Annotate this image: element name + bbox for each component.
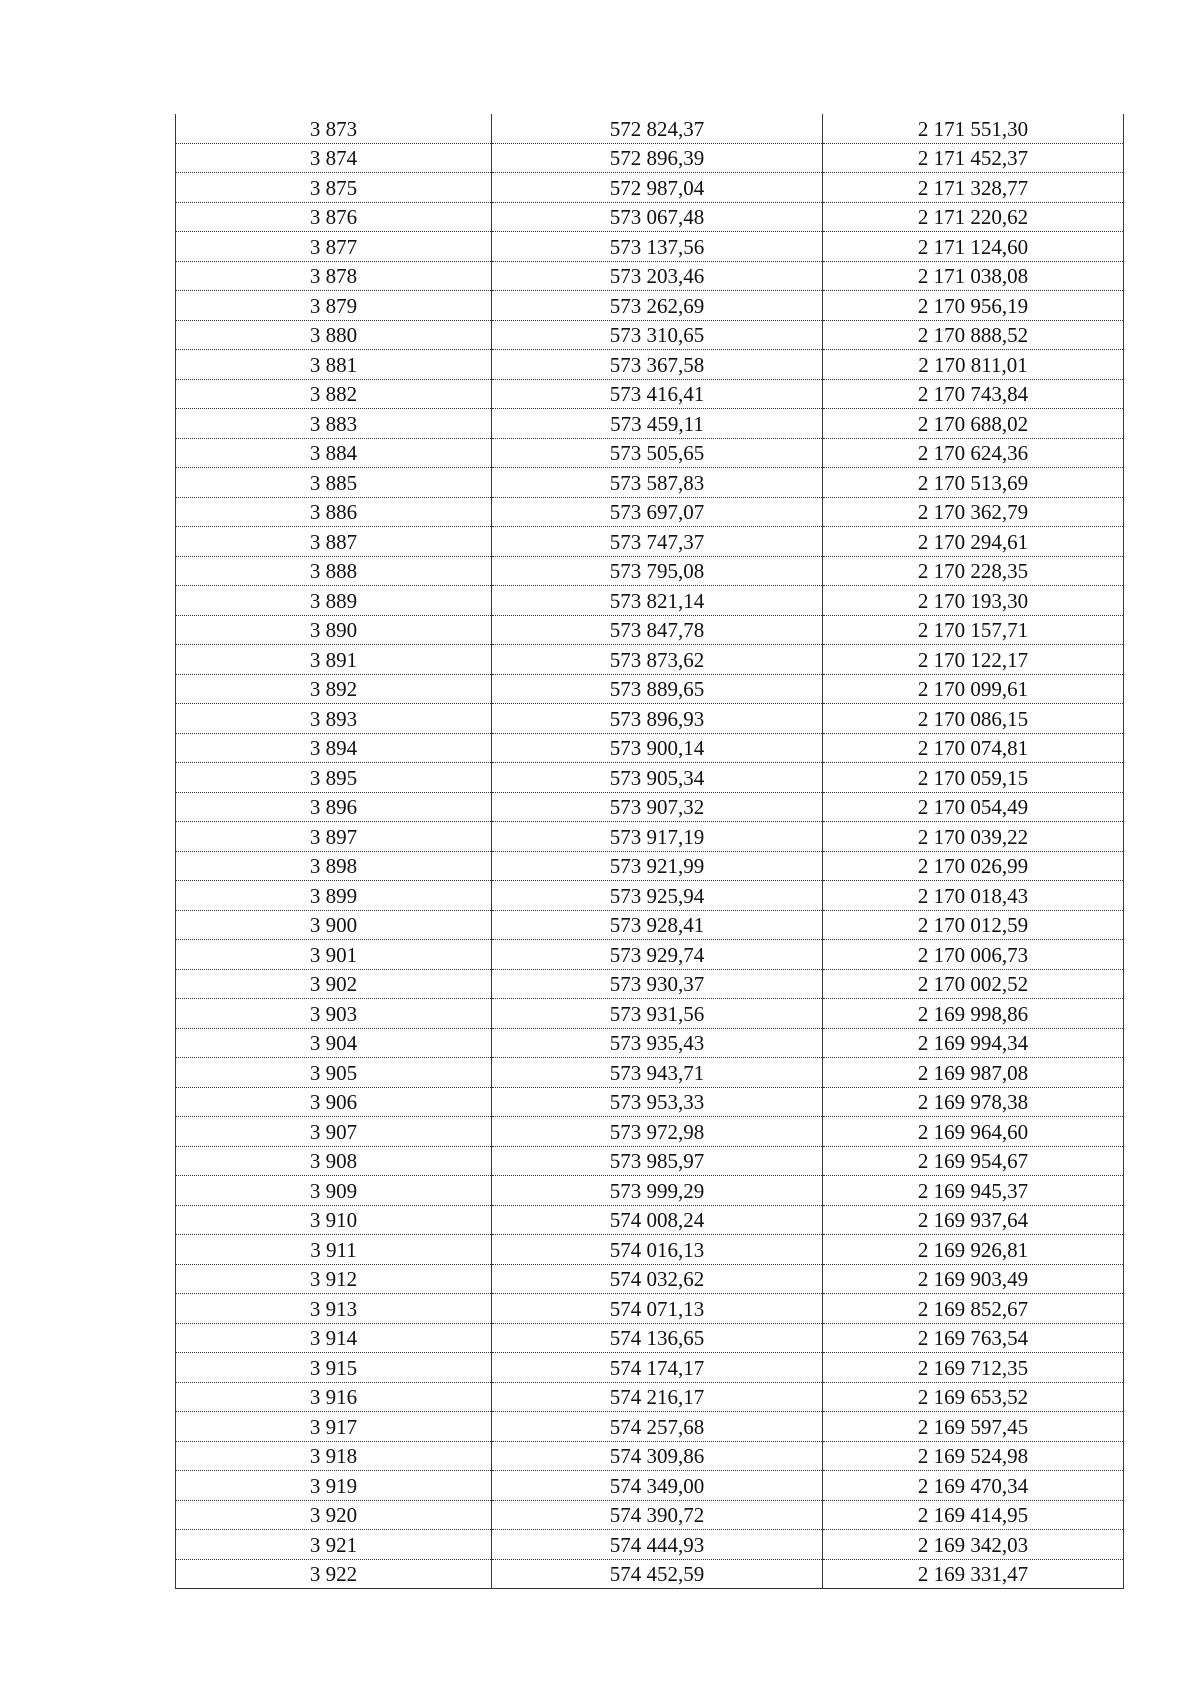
y-coordinate-cell: 2 169 998,86 [823, 999, 1124, 1029]
x-coordinate-cell: 573 925,94 [492, 881, 823, 911]
x-coordinate-cell: 573 972,98 [492, 1117, 823, 1147]
point-number-cell: 3 918 [176, 1441, 492, 1471]
point-number-cell: 3 910 [176, 1205, 492, 1235]
point-number-cell: 3 889 [176, 586, 492, 616]
point-number-cell: 3 904 [176, 1028, 492, 1058]
x-coordinate-cell: 573 137,56 [492, 232, 823, 262]
y-coordinate-cell: 2 170 074,81 [823, 733, 1124, 763]
table-row [176, 1264, 1124, 1294]
x-coordinate-cell: 573 747,37 [492, 527, 823, 557]
table-row [176, 704, 1124, 734]
point-number-cell: 3 898 [176, 851, 492, 881]
x-coordinate-cell: 573 505,65 [492, 438, 823, 468]
table-row [176, 1146, 1124, 1176]
table-row [176, 1441, 1124, 1471]
y-coordinate-cell: 2 170 688,02 [823, 409, 1124, 439]
y-coordinate-cell: 2 169 937,64 [823, 1205, 1124, 1235]
x-coordinate-cell: 574 349,00 [492, 1471, 823, 1501]
x-coordinate-cell: 573 416,41 [492, 379, 823, 409]
x-coordinate-cell: 574 032,62 [492, 1264, 823, 1294]
table-row [176, 1530, 1124, 1560]
table-row [176, 1028, 1124, 1058]
table-row [176, 320, 1124, 350]
y-coordinate-cell: 2 169 978,38 [823, 1087, 1124, 1117]
point-number-cell: 3 883 [176, 409, 492, 439]
point-number-cell: 3 903 [176, 999, 492, 1029]
x-coordinate-cell: 573 896,93 [492, 704, 823, 734]
table-row [176, 114, 1124, 143]
point-number-cell: 3 884 [176, 438, 492, 468]
point-number-cell: 3 914 [176, 1323, 492, 1353]
table-row [176, 497, 1124, 527]
y-coordinate-cell: 2 169 524,98 [823, 1441, 1124, 1471]
table-row [176, 173, 1124, 203]
table-row [176, 645, 1124, 675]
y-coordinate-cell: 2 169 852,67 [823, 1294, 1124, 1324]
y-coordinate-cell: 2 170 026,99 [823, 851, 1124, 881]
table-row [176, 1294, 1124, 1324]
y-coordinate-cell: 2 170 099,61 [823, 674, 1124, 704]
y-coordinate-cell: 2 169 954,67 [823, 1146, 1124, 1176]
y-coordinate-cell: 2 169 712,35 [823, 1353, 1124, 1383]
y-coordinate-cell: 2 170 039,22 [823, 822, 1124, 852]
y-coordinate-cell: 2 170 743,84 [823, 379, 1124, 409]
x-coordinate-cell: 573 985,97 [492, 1146, 823, 1176]
table-row [176, 1382, 1124, 1412]
table-row [176, 1117, 1124, 1147]
x-coordinate-cell: 574 452,59 [492, 1559, 823, 1589]
point-number-cell: 3 879 [176, 291, 492, 321]
point-number-cell: 3 908 [176, 1146, 492, 1176]
x-coordinate-cell: 574 390,72 [492, 1500, 823, 1530]
table-row [176, 409, 1124, 439]
y-coordinate-cell: 2 170 002,52 [823, 969, 1124, 999]
table-row [176, 615, 1124, 645]
table-row [176, 1353, 1124, 1383]
table-row [176, 202, 1124, 232]
y-coordinate-cell: 2 169 470,34 [823, 1471, 1124, 1501]
point-number-cell: 3 897 [176, 822, 492, 852]
point-number-cell: 3 912 [176, 1264, 492, 1294]
table-row [176, 1500, 1124, 1530]
table-row [176, 1559, 1124, 1589]
coordinates-table-body [176, 114, 1124, 1589]
point-number-cell: 3 894 [176, 733, 492, 763]
y-coordinate-cell: 2 171 220,62 [823, 202, 1124, 232]
table-row [176, 851, 1124, 881]
table-row [176, 379, 1124, 409]
point-number-cell: 3 878 [176, 261, 492, 291]
table-row [176, 674, 1124, 704]
y-coordinate-cell: 2 170 228,35 [823, 556, 1124, 586]
x-coordinate-cell: 574 444,93 [492, 1530, 823, 1560]
x-coordinate-cell: 573 999,29 [492, 1176, 823, 1206]
y-coordinate-cell: 2 170 122,17 [823, 645, 1124, 675]
y-coordinate-cell: 2 169 331,47 [823, 1559, 1124, 1589]
point-number-cell: 3 881 [176, 350, 492, 380]
table-row [176, 1087, 1124, 1117]
point-number-cell: 3 891 [176, 645, 492, 675]
y-coordinate-cell: 2 169 414,95 [823, 1500, 1124, 1530]
table-row [176, 468, 1124, 498]
table-row [176, 763, 1124, 793]
table-row [176, 792, 1124, 822]
y-coordinate-cell: 2 170 059,15 [823, 763, 1124, 793]
point-number-cell: 3 880 [176, 320, 492, 350]
point-number-cell: 3 901 [176, 940, 492, 970]
table-row [176, 940, 1124, 970]
table-row [176, 1205, 1124, 1235]
x-coordinate-cell: 573 847,78 [492, 615, 823, 645]
x-coordinate-cell: 574 071,13 [492, 1294, 823, 1324]
point-number-cell: 3 922 [176, 1559, 492, 1589]
y-coordinate-cell: 2 170 157,71 [823, 615, 1124, 645]
point-number-cell: 3 919 [176, 1471, 492, 1501]
table-row [176, 969, 1124, 999]
y-coordinate-cell: 2 170 811,01 [823, 350, 1124, 380]
point-number-cell: 3 921 [176, 1530, 492, 1560]
x-coordinate-cell: 573 821,14 [492, 586, 823, 616]
x-coordinate-cell: 574 016,13 [492, 1235, 823, 1265]
table-row [176, 999, 1124, 1029]
point-number-cell: 3 892 [176, 674, 492, 704]
coordinates-table [175, 114, 1124, 1589]
x-coordinate-cell: 573 929,74 [492, 940, 823, 970]
x-coordinate-cell: 572 987,04 [492, 173, 823, 203]
point-number-cell: 3 873 [176, 114, 492, 143]
table-row [176, 1235, 1124, 1265]
table-row [176, 1176, 1124, 1206]
point-number-cell: 3 887 [176, 527, 492, 557]
point-number-cell: 3 915 [176, 1353, 492, 1383]
point-number-cell: 3 890 [176, 615, 492, 645]
point-number-cell: 3 909 [176, 1176, 492, 1206]
y-coordinate-cell: 2 169 964,60 [823, 1117, 1124, 1147]
y-coordinate-cell: 2 170 018,43 [823, 881, 1124, 911]
x-coordinate-cell: 573 917,19 [492, 822, 823, 852]
y-coordinate-cell: 2 169 763,54 [823, 1323, 1124, 1353]
x-coordinate-cell: 573 459,11 [492, 409, 823, 439]
x-coordinate-cell: 573 262,69 [492, 291, 823, 321]
table-row [176, 733, 1124, 763]
point-number-cell: 3 874 [176, 143, 492, 173]
table-row [176, 527, 1124, 557]
y-coordinate-cell: 2 170 362,79 [823, 497, 1124, 527]
point-number-cell: 3 899 [176, 881, 492, 911]
point-number-cell: 3 885 [176, 468, 492, 498]
x-coordinate-cell: 574 008,24 [492, 1205, 823, 1235]
x-coordinate-cell: 574 216,17 [492, 1382, 823, 1412]
y-coordinate-cell: 2 170 956,19 [823, 291, 1124, 321]
point-number-cell: 3 876 [176, 202, 492, 232]
x-coordinate-cell: 573 795,08 [492, 556, 823, 586]
point-number-cell: 3 905 [176, 1058, 492, 1088]
x-coordinate-cell: 573 943,71 [492, 1058, 823, 1088]
x-coordinate-cell: 573 907,32 [492, 792, 823, 822]
x-coordinate-cell: 573 900,14 [492, 733, 823, 763]
point-number-cell: 3 917 [176, 1412, 492, 1442]
y-coordinate-cell: 2 170 193,30 [823, 586, 1124, 616]
y-coordinate-cell: 2 170 006,73 [823, 940, 1124, 970]
x-coordinate-cell: 573 889,65 [492, 674, 823, 704]
point-number-cell: 3 920 [176, 1500, 492, 1530]
x-coordinate-cell: 573 905,34 [492, 763, 823, 793]
y-coordinate-cell: 2 169 653,52 [823, 1382, 1124, 1412]
table-row [176, 291, 1124, 321]
table-row [176, 822, 1124, 852]
point-number-cell: 3 900 [176, 910, 492, 940]
y-coordinate-cell: 2 169 994,34 [823, 1028, 1124, 1058]
point-number-cell: 3 916 [176, 1382, 492, 1412]
table-row [176, 1323, 1124, 1353]
x-coordinate-cell: 574 257,68 [492, 1412, 823, 1442]
table-row [176, 1058, 1124, 1088]
y-coordinate-cell: 2 171 551,30 [823, 114, 1124, 143]
point-number-cell: 3 893 [176, 704, 492, 734]
x-coordinate-cell: 572 824,37 [492, 114, 823, 143]
table-row [176, 586, 1124, 616]
point-number-cell: 3 902 [176, 969, 492, 999]
x-coordinate-cell: 573 921,99 [492, 851, 823, 881]
point-number-cell: 3 877 [176, 232, 492, 262]
table-row [176, 881, 1124, 911]
table-row [176, 556, 1124, 586]
table-row [176, 438, 1124, 468]
x-coordinate-cell: 573 928,41 [492, 910, 823, 940]
y-coordinate-cell: 2 169 903,49 [823, 1264, 1124, 1294]
point-number-cell: 3 911 [176, 1235, 492, 1265]
y-coordinate-cell: 2 169 945,37 [823, 1176, 1124, 1206]
x-coordinate-cell: 573 587,83 [492, 468, 823, 498]
point-number-cell: 3 888 [176, 556, 492, 586]
x-coordinate-cell: 572 896,39 [492, 143, 823, 173]
x-coordinate-cell: 573 203,46 [492, 261, 823, 291]
point-number-cell: 3 886 [176, 497, 492, 527]
y-coordinate-cell: 2 171 452,37 [823, 143, 1124, 173]
y-coordinate-cell: 2 169 597,45 [823, 1412, 1124, 1442]
x-coordinate-cell: 573 930,37 [492, 969, 823, 999]
x-coordinate-cell: 573 310,65 [492, 320, 823, 350]
point-number-cell: 3 895 [176, 763, 492, 793]
y-coordinate-cell: 2 169 987,08 [823, 1058, 1124, 1088]
point-number-cell: 3 875 [176, 173, 492, 203]
y-coordinate-cell: 2 169 926,81 [823, 1235, 1124, 1265]
x-coordinate-cell: 573 067,48 [492, 202, 823, 232]
x-coordinate-cell: 573 697,07 [492, 497, 823, 527]
y-coordinate-cell: 2 170 888,52 [823, 320, 1124, 350]
point-number-cell: 3 907 [176, 1117, 492, 1147]
x-coordinate-cell: 574 136,65 [492, 1323, 823, 1353]
y-coordinate-cell: 2 170 012,59 [823, 910, 1124, 940]
point-number-cell: 3 896 [176, 792, 492, 822]
y-coordinate-cell: 2 169 342,03 [823, 1530, 1124, 1560]
y-coordinate-cell: 2 171 328,77 [823, 173, 1124, 203]
y-coordinate-cell: 2 171 124,60 [823, 232, 1124, 262]
x-coordinate-cell: 573 931,56 [492, 999, 823, 1029]
x-coordinate-cell: 574 174,17 [492, 1353, 823, 1383]
y-coordinate-cell: 2 170 624,36 [823, 438, 1124, 468]
y-coordinate-cell: 2 170 294,61 [823, 527, 1124, 557]
x-coordinate-cell: 574 309,86 [492, 1441, 823, 1471]
table-row [176, 1471, 1124, 1501]
point-number-cell: 3 882 [176, 379, 492, 409]
y-coordinate-cell: 2 170 054,49 [823, 792, 1124, 822]
x-coordinate-cell: 573 873,62 [492, 645, 823, 675]
table-row [176, 261, 1124, 291]
x-coordinate-cell: 573 953,33 [492, 1087, 823, 1117]
x-coordinate-cell: 573 935,43 [492, 1028, 823, 1058]
point-number-cell: 3 913 [176, 1294, 492, 1324]
table-row [176, 350, 1124, 380]
point-number-cell: 3 906 [176, 1087, 492, 1117]
table-row [176, 143, 1124, 173]
table-row [176, 1412, 1124, 1442]
table-row [176, 910, 1124, 940]
table-row [176, 232, 1124, 262]
y-coordinate-cell: 2 171 038,08 [823, 261, 1124, 291]
x-coordinate-cell: 573 367,58 [492, 350, 823, 380]
y-coordinate-cell: 2 170 513,69 [823, 468, 1124, 498]
y-coordinate-cell: 2 170 086,15 [823, 704, 1124, 734]
